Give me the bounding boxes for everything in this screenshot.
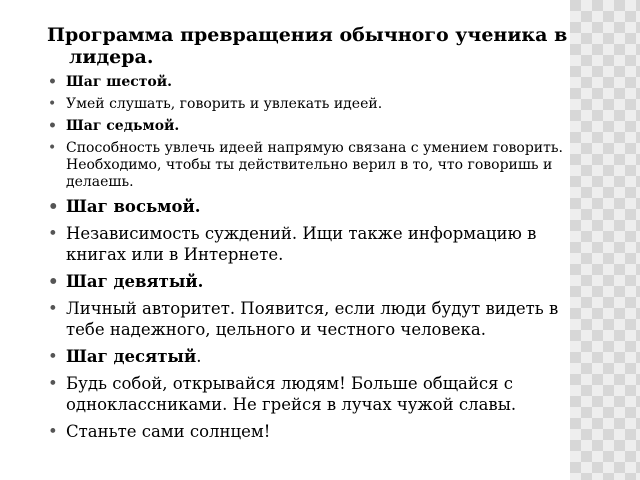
list-item — [47, 346, 567, 367]
list-item-text: Станьте сами солнцем! — [66, 422, 271, 441]
bullet-icon: • — [48, 96, 57, 112]
bullet-icon: • — [48, 299, 58, 318]
bullet-icon: • — [48, 140, 57, 156]
list-item — [47, 96, 567, 113]
bullet-icon: • — [48, 347, 58, 366]
bullet-icon: • — [48, 197, 59, 216]
list-item-text: Шаг восьмой. — [66, 197, 201, 216]
list-item — [47, 223, 567, 265]
decorative-pattern-strip — [570, 0, 640, 480]
list-item — [47, 298, 567, 340]
list-item — [47, 421, 567, 442]
bullet-icon: • — [48, 118, 57, 134]
bullet-icon: • — [48, 422, 58, 441]
list-item — [47, 74, 567, 91]
list-item — [47, 271, 567, 292]
list-item-text: Будь собой, открывайся людям! Больше общайся с одноклассниками. Не грейся в лучах чужой славы. — [66, 374, 517, 414]
list-item-text: Шаг девятый. — [66, 272, 204, 291]
list-item — [47, 140, 567, 191]
bullet-icon: • — [48, 272, 59, 291]
list-item — [47, 373, 567, 415]
bullet-icon: • — [48, 74, 57, 90]
list-item — [47, 118, 567, 135]
bullet-list — [47, 74, 567, 448]
list-item-text: Личный авторитет. Появится, если люди будут видеть в тебе надежного, цельного и честного человека. — [66, 299, 559, 339]
list-item-suffix: . — [196, 347, 202, 366]
list-item-text: Умей слушать, говорить и увлекать идеей. — [66, 96, 383, 112]
list-item-text: Шаг десятый — [66, 347, 197, 366]
bullet-icon: • — [48, 224, 58, 243]
list-item-text: Шаг шестой. — [66, 74, 173, 90]
list-item-text: Шаг седьмой. — [66, 118, 180, 134]
list-item-text: Независимость суждений. Ищи также информацию в книгах или в Интернете. — [66, 224, 537, 264]
bullet-icon: • — [48, 374, 58, 393]
slide-title: Программа превращения обычного ученика в лидера. — [47, 24, 568, 68]
list-item — [47, 196, 567, 217]
list-item-text: Способность увлечь идеей напрямую связана с умением говорить. Необходимо, чтобы ты действительно верил в то, что говоришь и делаешь. — [66, 140, 563, 190]
